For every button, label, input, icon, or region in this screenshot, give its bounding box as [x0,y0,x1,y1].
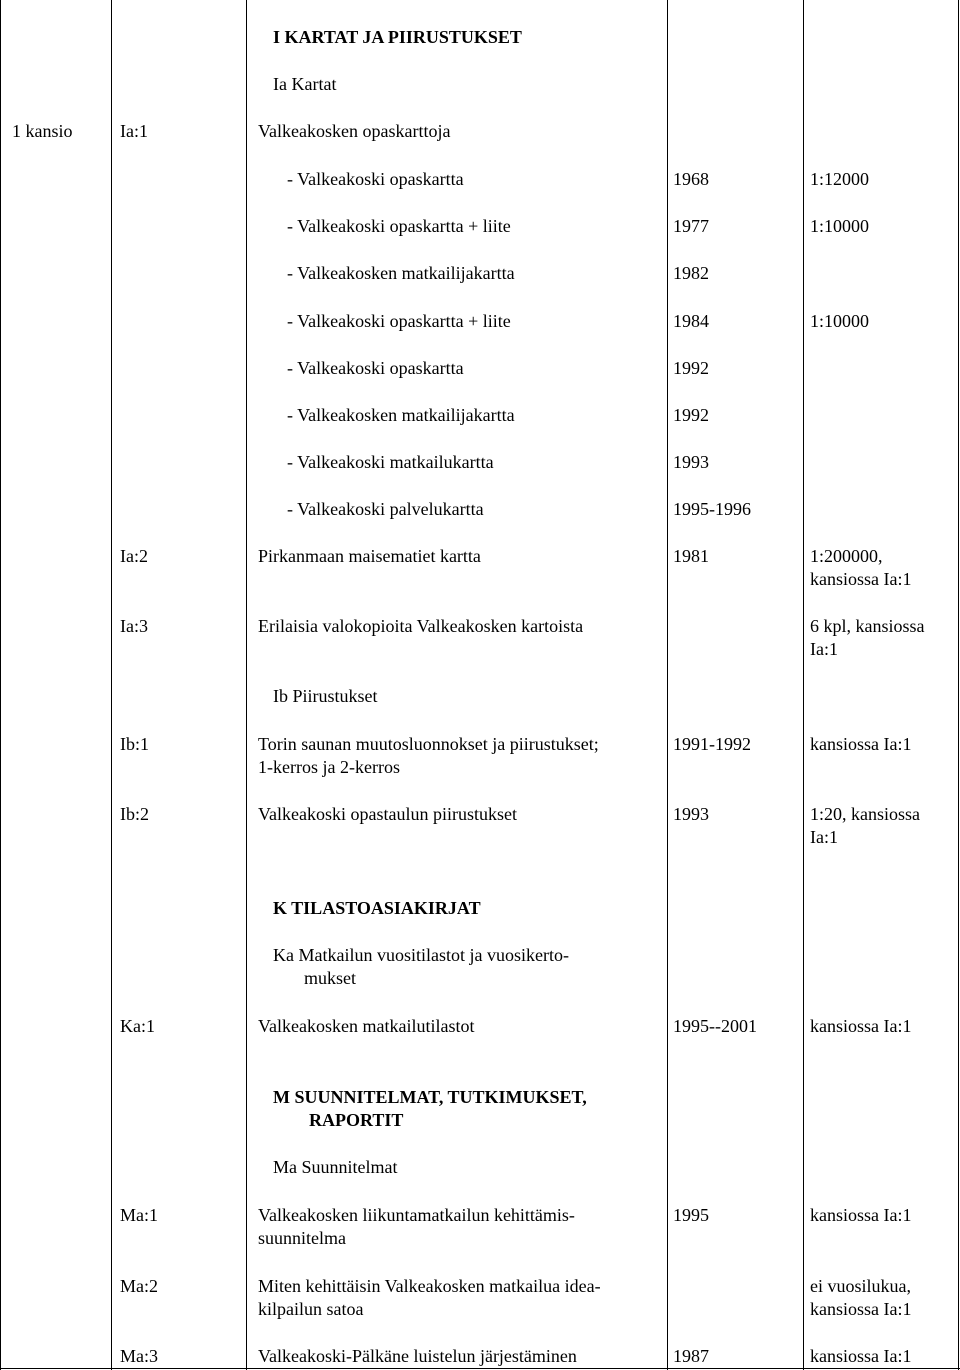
record-note: kansiossa Ia:1 [810,1299,912,1319]
signum-code: Ka:1 [120,1016,155,1036]
record-title: Valkeakoski-Pälkäne luistelun järjestäminen [258,1346,577,1366]
subsection-heading: Ma Suunnitelmat [273,1157,398,1177]
signum-code: Ma:2 [120,1276,158,1296]
record-note: kansiossa Ia:1 [810,569,912,589]
box-label: 1 kansio [12,121,73,141]
table-border-bottom [0,1368,960,1369]
table-column-divider [667,0,668,1370]
record-note: 1:10000 [810,311,870,331]
record-year: 1968 [673,169,709,189]
record-year: 1991-1992 [673,734,751,754]
signum-code: Ib:1 [120,734,149,754]
signum-code: Ia:2 [120,546,148,566]
table-column-divider [111,0,112,1370]
record-year: 1995-1996 [673,499,751,519]
subsection-heading: mukset [304,968,356,988]
signum-code: Ma:1 [120,1205,158,1225]
table-column-divider [246,0,247,1370]
record-title: - Valkeakoski palvelukartta [287,499,484,519]
record-title: Erilaisia valokopioita Valkeakosken kartoista [258,616,584,636]
record-year: 1984 [673,311,709,331]
record-year: 1987 [673,1346,709,1366]
record-note: kansiossa Ia:1 [810,1205,912,1225]
section-heading: K TILASTOASIAKIRJAT [273,898,481,918]
record-note: kansiossa Ia:1 [810,1346,912,1366]
record-title: - Valkeakoski matkailukartta [287,452,494,472]
signum-code: Ib:2 [120,804,149,824]
record-title: - Valkeakoski opaskartta + liite [287,216,511,236]
record-note: 6 kpl, kansiossa [810,616,925,636]
signum-code: Ma:3 [120,1346,158,1366]
record-note: Ia:1 [810,827,838,847]
record-note: 1:200000, [810,546,883,566]
subsection-heading: Ka Matkailun vuositilastot ja vuosikerto- [273,945,569,965]
record-title: Valkeakosken liikuntamatkailun kehittämis- [258,1205,575,1225]
record-year: 1992 [673,405,709,425]
record-year: 1981 [673,546,709,566]
record-title: Torin saunan muutosluonnokset ja piirustukset; [258,734,599,754]
signum-code: Ia:3 [120,616,148,636]
record-note: kansiossa Ia:1 [810,1016,912,1036]
record-note: Ia:1 [810,639,838,659]
subsection-heading: Ib Piirustukset [273,686,378,706]
record-year: 1982 [673,263,709,283]
record-title: - Valkeakosken matkailijakartta [287,263,515,283]
record-note: kansiossa Ia:1 [810,734,912,754]
record-title: Miten kehittäisin Valkeakosken matkailua idea- [258,1276,601,1296]
record-note: 1:12000 [810,169,870,189]
record-year: 1993 [673,804,709,824]
subsection-heading: Ia Kartat [273,74,337,94]
record-year: 1993 [673,452,709,472]
record-title: Pirkanmaan maisematiet kartta [258,546,481,566]
record-note: 1:10000 [810,216,870,236]
record-year: 1995--2001 [673,1016,757,1036]
record-note: 1:20, kansiossa [810,804,920,824]
record-title: 1-kerros ja 2-kerros [258,757,400,777]
table-border-left [0,0,1,1370]
record-title: Valkeakosken opaskarttoja [258,121,451,141]
record-year: 1977 [673,216,709,236]
section-heading: I KARTAT JA PIIRUSTUKSET [273,27,522,47]
section-heading: M SUUNNITELMAT, TUTKIMUKSET, [273,1087,587,1107]
record-title: Valkeakoski opastaulun piirustukset [258,804,517,824]
record-title: kilpailun satoa [258,1299,364,1319]
record-title: - Valkeakoski opaskartta [287,169,464,189]
record-title: - Valkeakosken matkailijakartta [287,405,515,425]
record-note: ei vuosilukua, [810,1276,911,1296]
section-heading: RAPORTIT [309,1110,404,1130]
record-title: Valkeakosken matkailutilastot [258,1016,475,1036]
record-title: - Valkeakoski opaskartta [287,358,464,378]
record-title: - Valkeakoski opaskartta + liite [287,311,511,331]
table-border-right [958,0,959,1370]
table-column-divider [803,0,804,1370]
signum-code: Ia:1 [120,121,148,141]
record-year: 1992 [673,358,709,378]
record-year: 1995 [673,1205,709,1225]
record-title: suunnitelma [258,1228,346,1248]
